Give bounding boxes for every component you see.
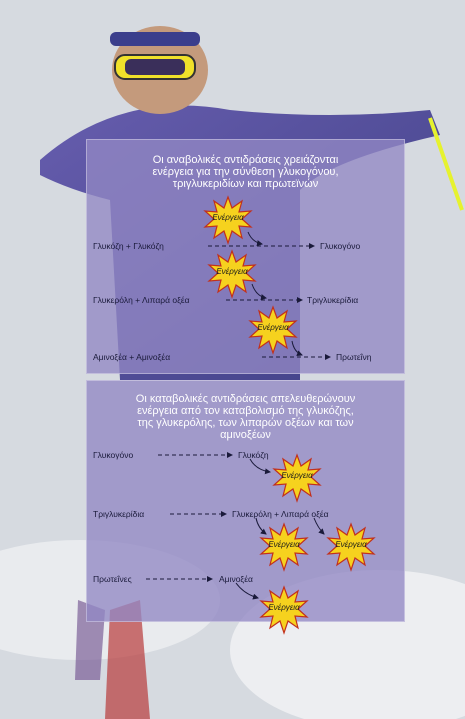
label-protein: Πρωτεΐνη [336,352,372,362]
energy-label-5: Ενέργεια [268,540,300,549]
energy-burst-5 [259,522,309,572]
label-proteins-source: Πρωτεΐνες [93,574,132,584]
anabolic-caption-line-3: τριγλυκεριδίων και πρωτεϊνών [172,178,319,190]
label-glycerol-plus-fatty-acids: Γλυκερόλη + Λιπαρά οξέα [93,295,190,305]
energy-burst-4 [272,453,322,503]
anabolic-caption-line-2: ενέργεια για την σύνθεση γλυκογόνου, [152,166,339,178]
energy-label-7: Ενέργεια [268,603,300,612]
energy-label-1: Ενέργεια [212,213,244,222]
label-glycogen-source: Γλυκογόνο [93,450,134,460]
energy-burst-7 [259,585,309,635]
energy-label-3: Ενέργεια [257,323,289,332]
energy-label-6: Ενέργεια [335,540,367,549]
label-aminoacids-product: Αμινοξέα [219,574,253,584]
catabolic-caption-line-1: Οι καταβολικές αντιδράσεις απελευθερώνουν [135,393,356,405]
label-glycerol-fatty-acids-product: Γλυκερόλη + Λιπαρά οξέα [232,509,329,519]
catabolic-caption-line-2: ενέργεια από τον καταβολισμό της γλυκόζης, [137,405,354,417]
energy-burst-6 [326,522,376,572]
label-glucose-product: Γλυκόζη [238,450,269,460]
label-triglycerides-source: Τριγλυκερίδια [93,509,145,519]
catabolic-caption-line-4: αμινοξέων [220,429,271,441]
anabolic-caption-line-1: Οι αναβολικές αντιδράσεις χρειάζονται [152,154,339,166]
energy-burst-3 [248,305,298,355]
label-aminoacids-plus-aminoacids: Αμινοξέα + Αμινοξέα [93,352,171,362]
catabolic-panel [86,380,405,622]
energy-label-2: Ενέργεια [216,267,248,276]
label-glycogen: Γλυκογόνο [320,241,361,251]
catabolic-caption-line-3: της γλυκερόλης, των λιπαρών οξέων και των [137,417,354,429]
label-triglycerides: Τριγλυκερίδια [307,295,359,305]
energy-burst-1 [203,195,253,245]
label-glucose-plus-glucose: Γλυκόζη + Γλυκόζη [93,241,164,251]
energy-burst-2 [207,249,257,299]
energy-label-4: Ενέργεια [281,471,313,480]
